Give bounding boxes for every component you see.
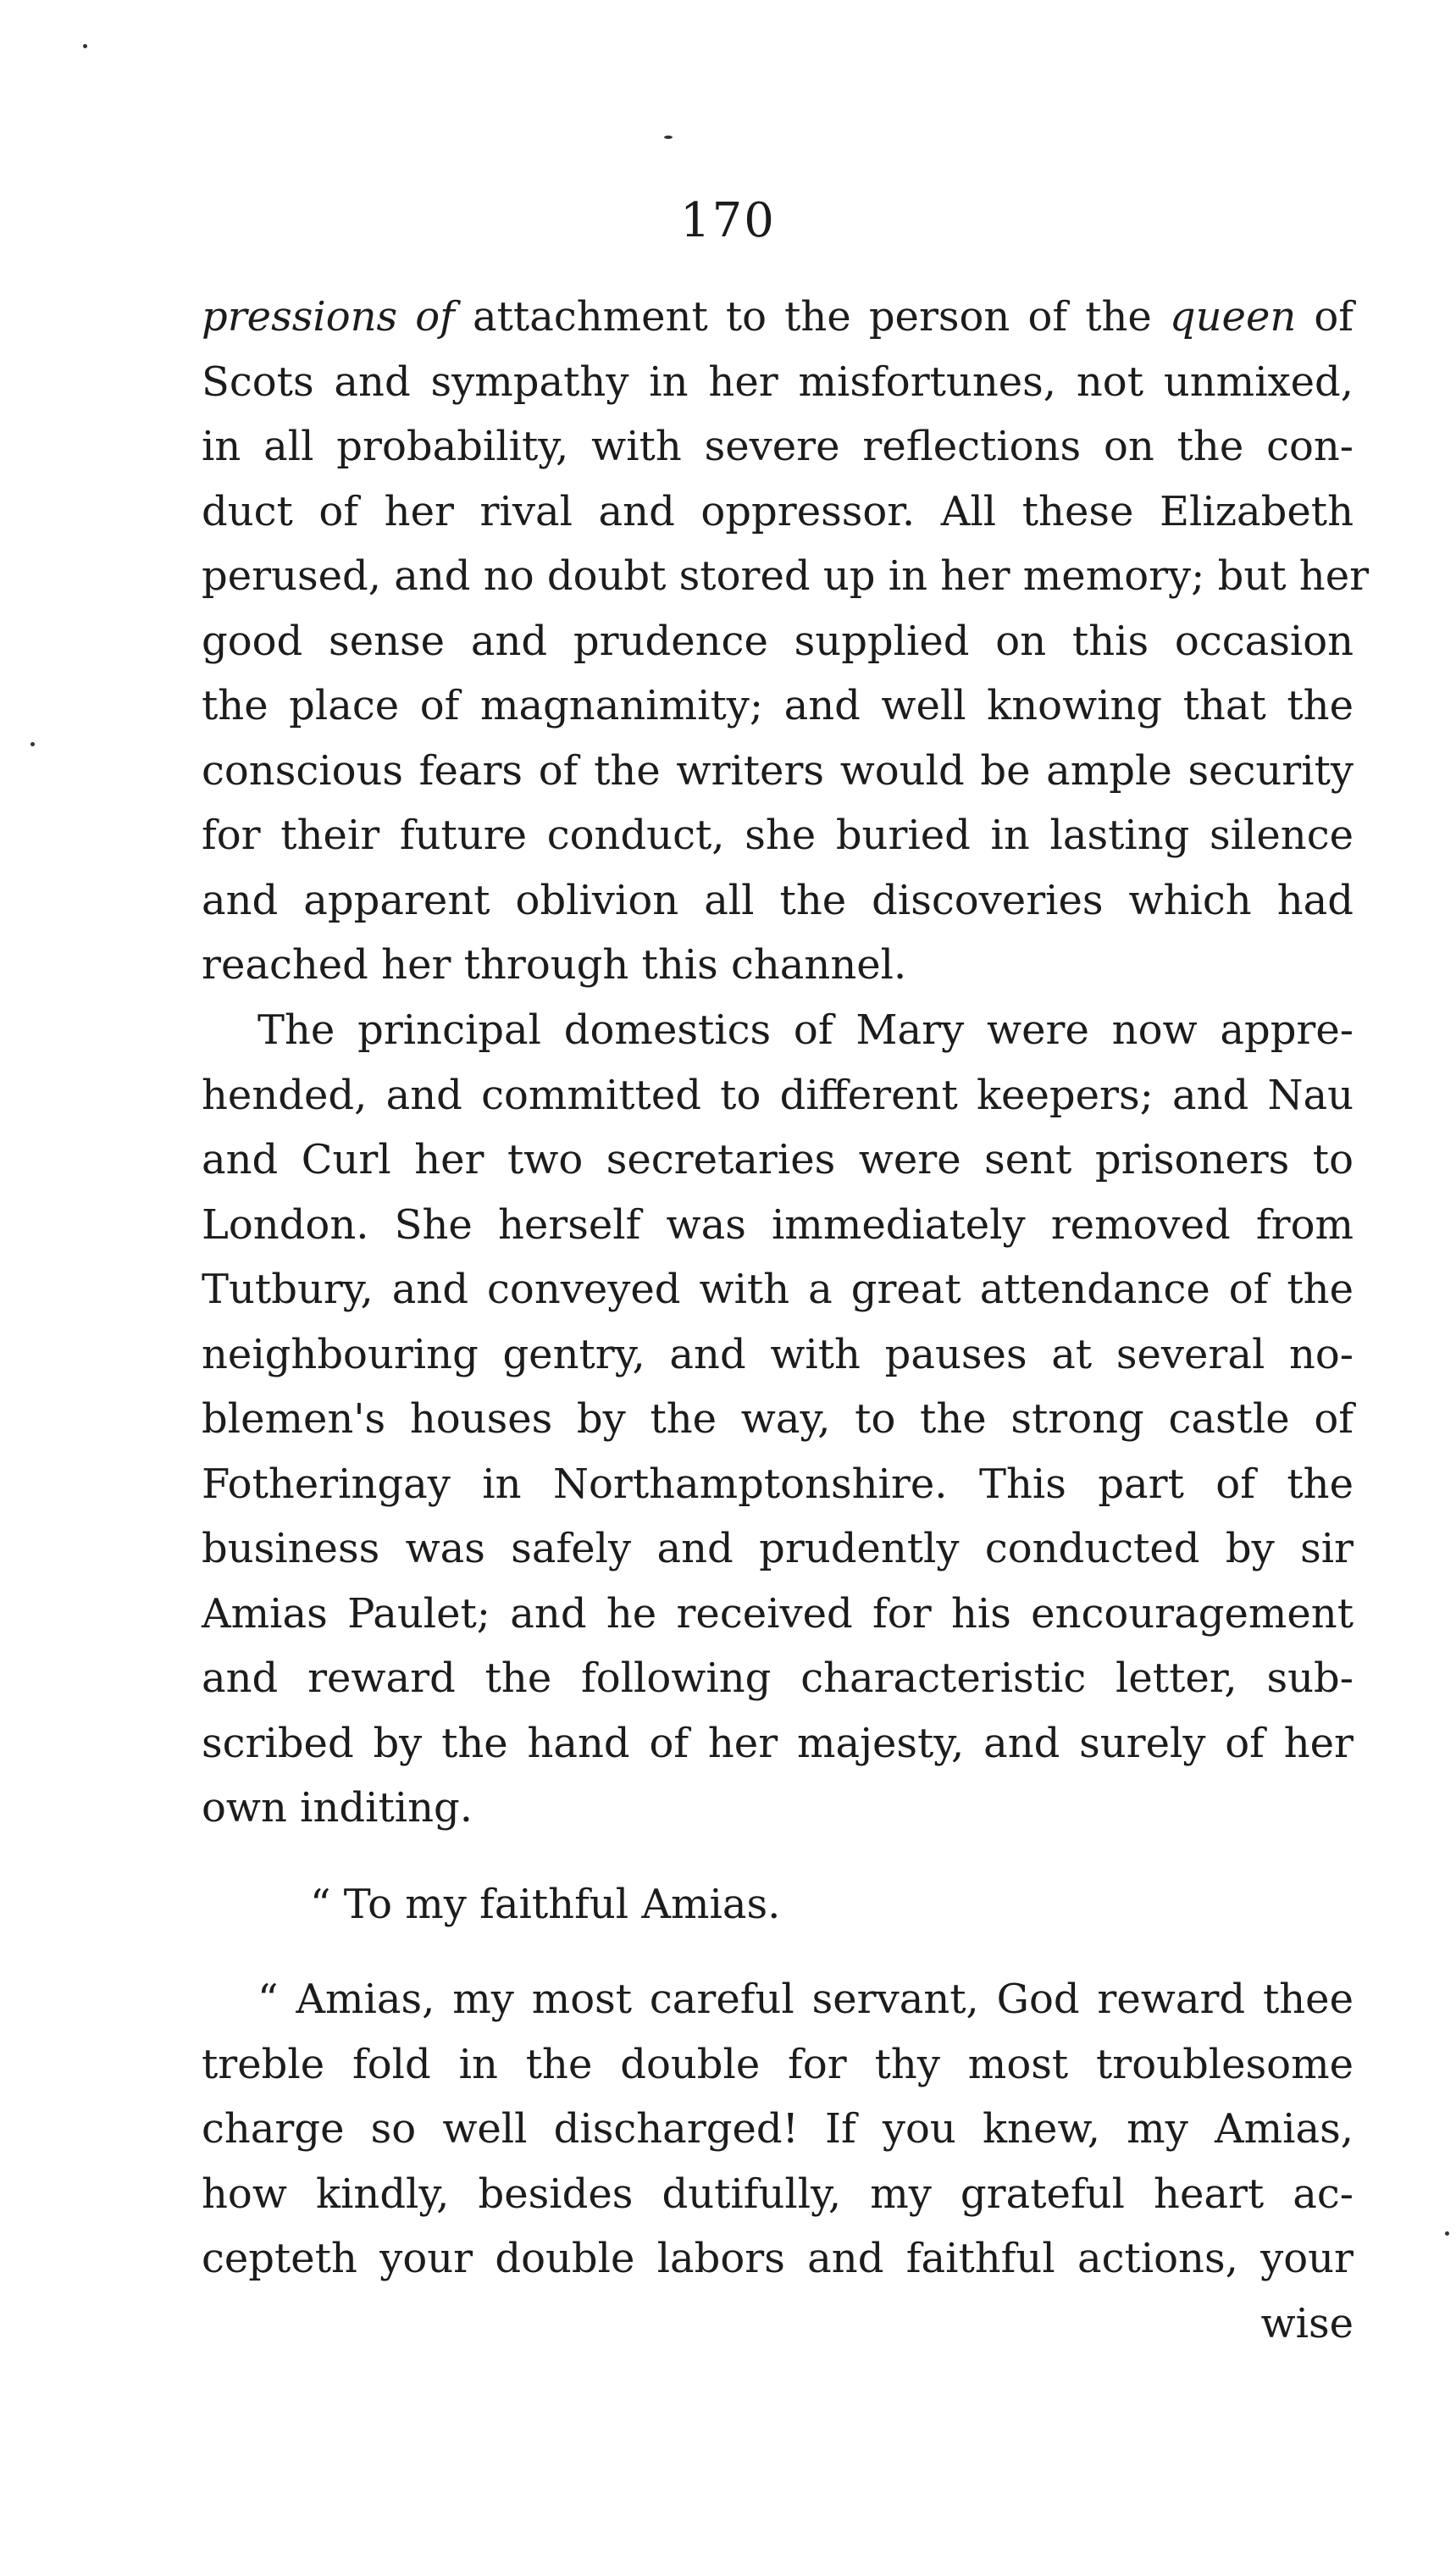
scan-speck (83, 44, 87, 48)
text-line: hended, and committed to different keepers; and Nau (202, 1071, 1354, 1119)
scan-speck (1445, 2231, 1449, 2236)
text-line: own inditing. (202, 1784, 473, 1832)
text-line: reached her through this channel. (202, 941, 907, 989)
text-line: business was safely and prudently conducted by sir (202, 1525, 1354, 1572)
text-line: how kindly, besides dutifully, my grateful heart ac- (202, 2170, 1354, 2218)
text-line: The principal domestics of Mary were now appre- (257, 1006, 1354, 1054)
text-line: blemen's houses by the way, to the strong castle of (202, 1395, 1354, 1443)
text-line: cepteth your double labors and faithful actions, your (202, 2235, 1354, 2282)
scan-speck (30, 742, 35, 746)
catchword: wise (1260, 2299, 1354, 2347)
text-line: in all probability, with severe reflections on the con- (202, 423, 1354, 470)
text-line: scribed by the hand of her majesty, and surely of her (202, 1719, 1354, 1767)
text-line: conscious fears of the writers would be ample security (202, 746, 1354, 795)
paragraph-continuation (202, 285, 1370, 998)
text-line: treble fold in the double for thy most troublesome (202, 2040, 1354, 2088)
paragraph-mary-domestics (202, 998, 1354, 1841)
text-line: good sense and prudence supplied on this occasion (202, 617, 1354, 665)
text-line: pressions of attachment to the person of the queen of (202, 293, 1354, 341)
text-line: and Curl her two secretaries were sent prisoners to (202, 1136, 1354, 1183)
text-line: for their future conduct, she buried in lasting silence (202, 812, 1354, 859)
scan-speck (664, 136, 673, 139)
text-line: the place of magnanimity; and well knowing that the (202, 682, 1354, 729)
text-line: Tutbury, and conveyed with a great attendance of the (202, 1266, 1354, 1313)
text-line: Scots and sympathy in her misfortunes, not unmixed, (202, 357, 1354, 406)
text-line: Fotheringay in Northamptonshire. This part of the (202, 1460, 1354, 1508)
text-line: charge so well discharged! If you knew, my Amias, (202, 2105, 1354, 2153)
page-number: 170 (680, 193, 776, 248)
text-line: neighbouring gentry, and with pauses at several no- (202, 1330, 1354, 1378)
text-line: perused, and no doubt stored up in her memory; but her (202, 552, 1370, 600)
text-line: duct of her rival and oppressor. All these Elizabeth (202, 487, 1354, 535)
text-line: and apparent oblivion all the discoveries which had (202, 876, 1354, 924)
text-line: London. She herself was immediately removed from (202, 1200, 1354, 1249)
text-line: and reward the following characteristic letter, sub- (202, 1654, 1354, 1702)
text-line: Amias Paulet; and he received for his encouragement (202, 1589, 1354, 1638)
text-line: “ Amias, my most careful servant, God reward thee (257, 1976, 1354, 2023)
letter-body (202, 1967, 1354, 2356)
letter-salutation: “ To my faithful Amias. (310, 1881, 781, 1928)
